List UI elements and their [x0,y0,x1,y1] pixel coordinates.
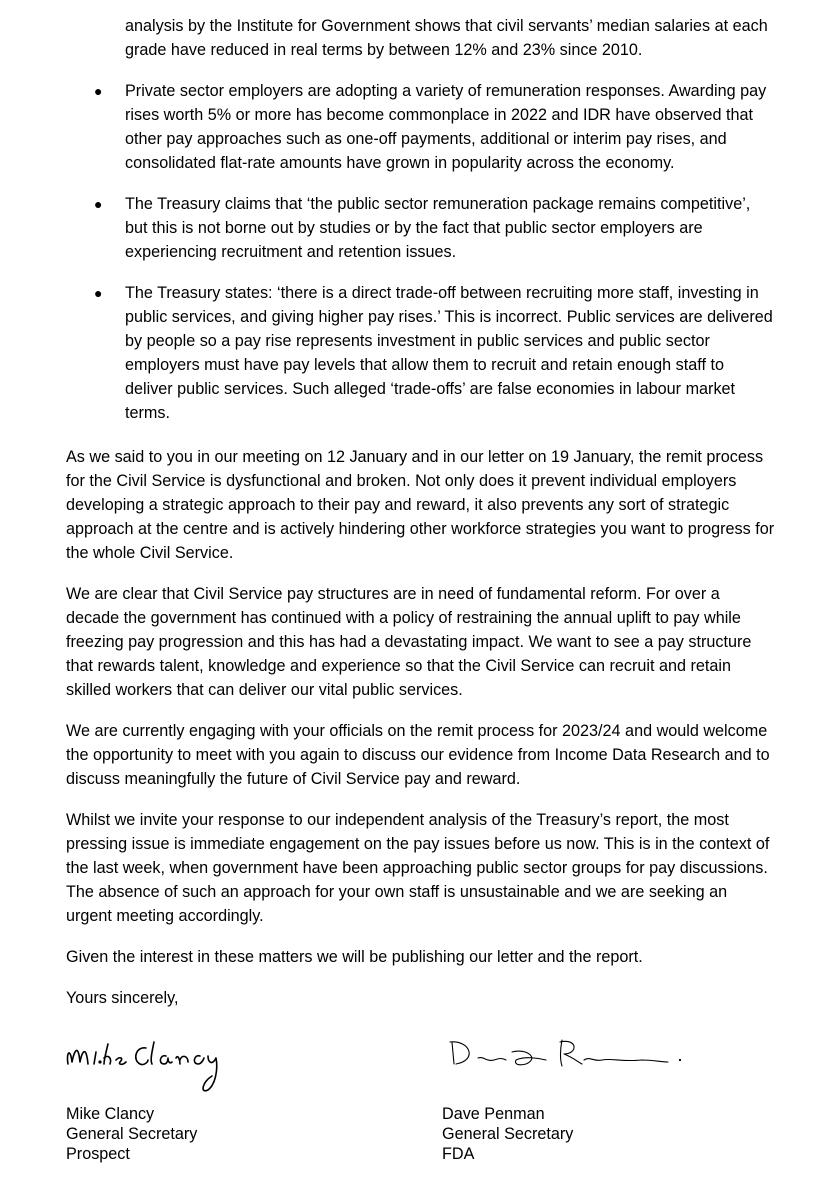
bullet-icon: ● [94,196,103,212]
continuation-text: analysis by the Institute for Government shows that civil servants’ median salaries at each grade have reduced in real terms by between 12% and 23% since 2010. [125,17,768,59]
letter-page [66,0,776,1190]
bullet-item: ● Private sector employers are adopting a variety of remuneration responses. Awarding pay rises worth 5% or more has become commonplace in 2022 and IDR have observed that other pay approaches such as one-off payments, additional or interim pay rises, and consolidated flat-rate amounts have grown in popularity across the economy. [66,79,776,175]
signatory-mike-clancy [66,1104,197,1164]
signatory-title: General Secretary [442,1125,574,1143]
signature-area [66,1010,776,1190]
paragraph: We are currently engaging with your officials on the remit process for 2023/24 and would welcome the opportunity to meet with you again to discuss our evidence from Income Data Research and to discuss meaningfully the future of Civil Service pay and reward. [66,722,770,788]
paragraph: We are clear that Civil Service pay structures are in need of fundamental reform. For over a decade the government has continued with a policy of restraining the annual uplift to pay while freezing pay progression and this has had a devastating impact. We want to see a pay structure that rewards talent, knowledge and experience so that the Civil Service can recruit and retain skilled workers that can deliver our vital public services. [66,585,752,699]
signatory-dave-penman [442,1104,573,1164]
signature-mike-clancy [62,1024,262,1104]
closing-salutation: Yours sincerely, [66,989,179,1007]
bullet-item: ● The Treasury states: ‘there is a direct trade-off between recruiting more staff, investing in public services, and giving higher pay rises.’ This is incorrect. Public services are delivered by people so a pay rise represents investment in public services and public sector employers must have pay levels that allow them to recruit and retain enough staff to deliver public services. Such alleged ‘trade-offs’ are false economies in labour market terms. [66,281,776,425]
paragraph: Whilst we invite your response to our independent analysis of the Treasury’s report, the most pressing issue is immediate engagement on the pay issues before us now. This is in the context of the last week, when government have been approaching public sector groups for pay discussions. The absence of such an approach for your own staff is unsustainable and we are seeking an urgent meeting accordingly. [66,811,770,925]
paragraph: As we said to you in our meeting on 12 January and in our letter on 19 January, the remit process for the Civil Service is dysfunctional and broken. Not only does it prevent individual employers developing a strategic approach to their pay and reward, it also prevents any sort of strategic approach at the centre and is actively hindering other workforce strategies you want to progress for the whole Civil Service. [66,448,775,562]
bullet-list [66,79,776,425]
bullet-icon: ● [94,83,103,99]
signatory-org: FDA [442,1145,475,1163]
signature-dave-penman [442,1030,692,1080]
paragraph: Given the interest in these matters we will be publishing our letter and the report. [66,948,643,966]
signatory-org: Prospect [66,1145,130,1163]
signatory-name: Dave Penman [442,1105,545,1123]
bullet-item: ● The Treasury claims that ‘the public sector remuneration package remains competitive’, but this is not borne out by studies or by the fact that public sector employers are experiencing recruitment and retention issues. [66,192,776,264]
signatory-title: General Secretary [66,1125,198,1143]
bullet-icon: ● [94,285,103,301]
signatory-name: Mike Clancy [66,1105,155,1123]
